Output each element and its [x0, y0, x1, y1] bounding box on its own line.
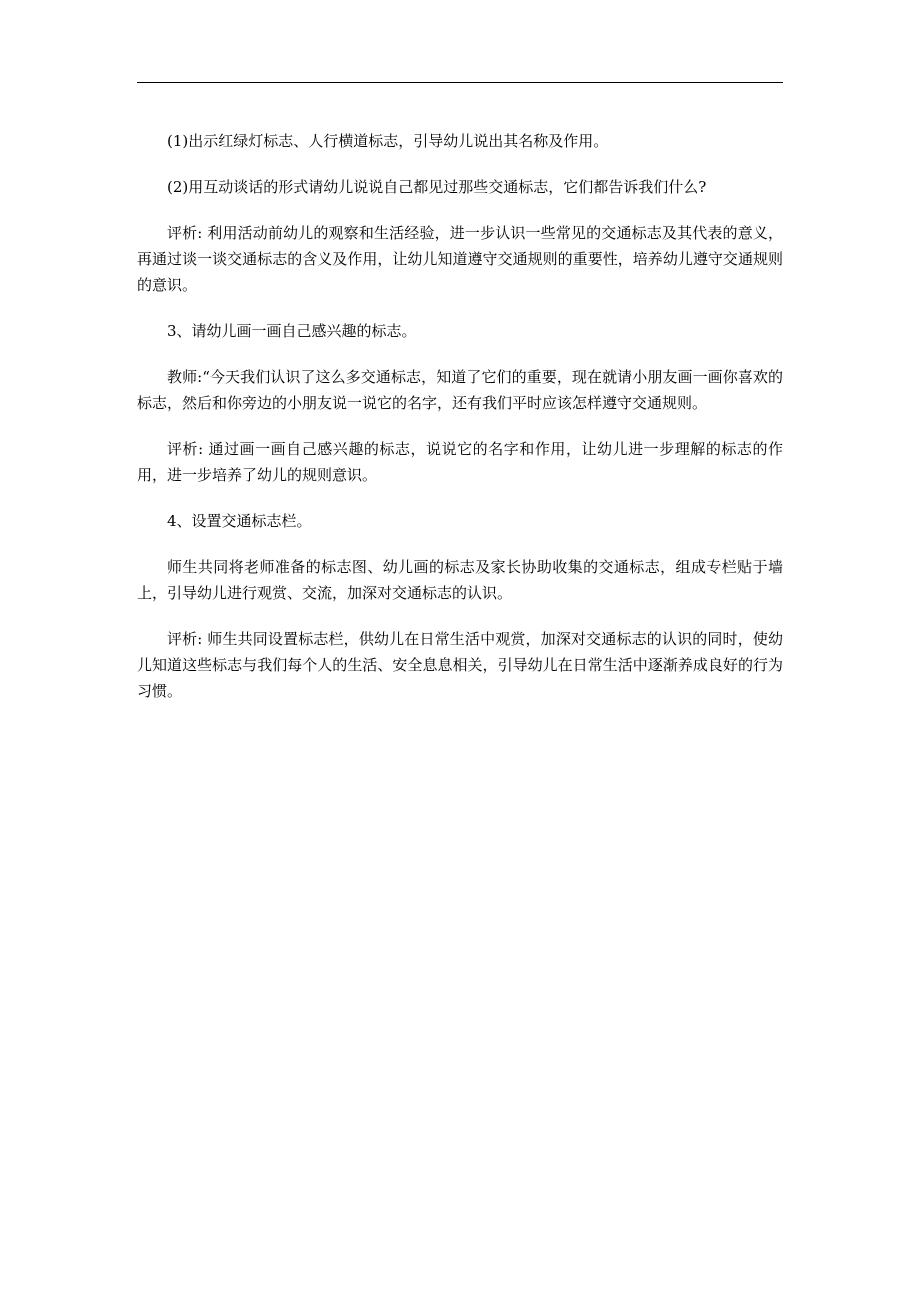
paragraph-analysis-3: 评析: 师生共同设置标志栏，供幼儿在日常生活中观赏，加深对交通标志的认识的同时，使幼儿知道这些标志与我们每个人的生活、安全息息相关，引导幼儿在日常生活中逐渐养成良好的行为习惯。: [137, 630, 783, 700]
paragraph-analysis-1: 评析: 利用活动前幼儿的观察和生活经验，进一步认识一些常见的交通标志及其代表的意义，再通过谈一谈交通标志的含义及作用，让幼儿知道遵守交通规则的重要性，培养幼儿遵守交通规则的意识。: [137, 224, 783, 294]
paragraph-step-1: (1)出示红绿灯标志、人行横道标志，引导幼儿说出其名称及作用。: [167, 132, 609, 150]
paragraph-teacher-quote: 教师:“今天我们认识了这么多交通标志，知道了它们的重要，现在就请小朋友画一画你喜欢的标志，然后和你旁边的小朋友说一说它的名字，还有我们平时应该怎样遵守交通规则。: [137, 368, 783, 412]
document-body: [137, 128, 783, 724]
header-rule: [137, 82, 783, 83]
paragraph-section-3: 3、请幼儿画一画自己感兴趣的标志。: [167, 322, 417, 340]
paragraph-section-4: 4、设置交通标志栏。: [167, 512, 312, 530]
paragraph-analysis-2: 评析: 通过画一画自己感兴趣的标志，说说它的名字和作用，让幼儿进一步理解的标志的作用，进一步培养了幼儿的规则意识。: [137, 440, 783, 484]
paragraph-step-2: (2)用互动谈话的形式请幼儿说说自己都见过那些交通标志，它们都告诉我们什么?: [167, 178, 707, 196]
paragraph-section-4-body: 师生共同将老师准备的标志图、幼儿画的标志及家长协助收集的交通标志，组成专栏贴于墙上，引导幼儿进行观赏、交流，加深对交通标志的认识。: [137, 558, 783, 602]
